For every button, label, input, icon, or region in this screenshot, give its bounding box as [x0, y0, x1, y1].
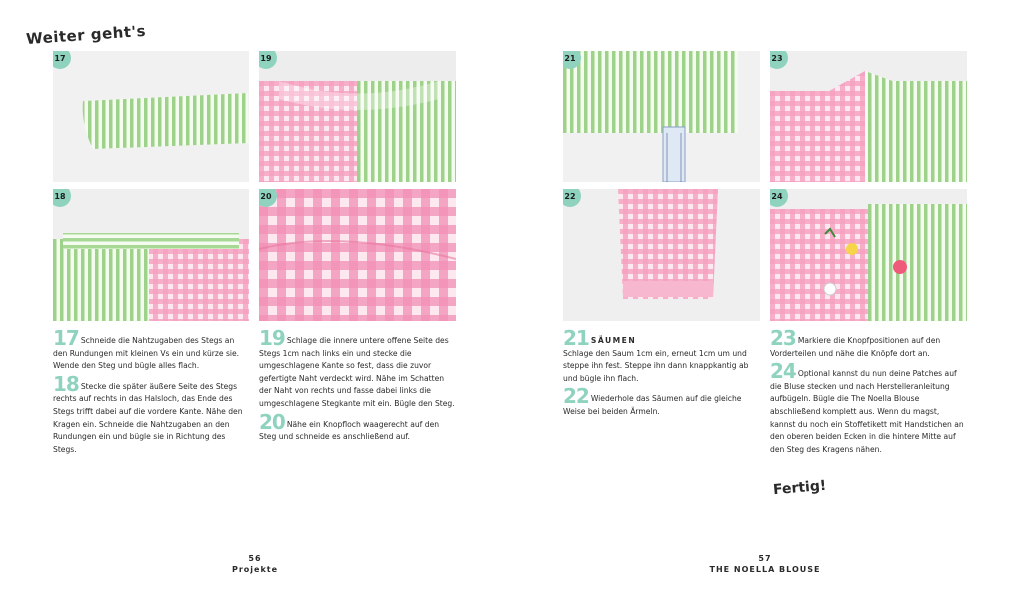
step-badge: 22	[563, 189, 581, 207]
step-badge: 24	[770, 189, 788, 207]
footer-right	[695, 553, 835, 575]
step-19-text: 19 Schlage die innere untere offene Seite des Stegs 1cm nach links ein und stecke die umgeschlagene Kante so fest, dass die zuvor gefertigte Naht verdeckt wird. Nähe im Schatten der Naht von rechts und fasse dabei links die umgeschlagene Stegkante mit ein. Bügle den Steg.	[259, 326, 455, 408]
step-17-text: 17 Schneide die Nahtzugaben des Stegs an den Rundungen mit kleinen Vs ein und kürze sie. Wende den Steg und bügle alles flach.	[53, 326, 240, 371]
text-column-right-1	[563, 326, 760, 422]
step-20-photo	[259, 189, 456, 321]
step-24-text: 24 Optional kannst du nun deine Patches auf die Bluse stecken und nach Herstelleranleitung aufbügeln. Bügle die The Noella Blouse abschließend komplett aus. Wenn du magst, kannst du noch ein Stoffetikett mit Handstichen an den oberen beiden Ecken in die hintere Mitte auf den Steg des Kragens nähen.	[770, 359, 964, 454]
step-22-text: 22 Wiederhole das Säumen auf die gleiche Weise bei beiden Ärmeln.	[563, 384, 742, 416]
text-column-right-2	[770, 326, 967, 459]
step-21-text: 21 SÄUMEN Schlage den Saum 1cm ein, erneut 1cm um und steppe ihn fest. Steppe ihn dann knappkantig ab und bügle ihn flach.	[563, 326, 749, 383]
step-badge: 17	[53, 51, 71, 69]
step-17-photo	[53, 51, 249, 182]
section-label-right: THE NOELLA BLOUSE	[709, 565, 821, 574]
step-badge: 23	[770, 51, 788, 69]
step-24-photo	[770, 189, 967, 321]
step-badge: 20	[259, 189, 277, 207]
text-column-left-2	[259, 326, 456, 447]
step-23-text: 23 Markiere die Knopfpositionen auf den Vorderteilen und nähe die Knöpfe dort an.	[770, 326, 941, 358]
step-badge: 21	[563, 51, 581, 69]
page-number-right: 57	[758, 554, 772, 563]
step-21-heading: SÄUMEN	[590, 336, 637, 345]
step-badge: 18	[53, 189, 71, 207]
step-18-photo	[53, 189, 249, 321]
step-22-photo	[563, 189, 760, 321]
step-19-photo	[259, 51, 456, 182]
footer-left	[225, 553, 285, 575]
page-number-left: 56	[248, 554, 262, 563]
step-18-text: 18 Stecke die später äußere Seite des Stegs rechts auf rechts in das Halsloch, das Ende des Stegs trifft dabei auf die vordere Kante. Nähe den Kragen ein. Schneide die Nahtzugaben an den Rundungen ein und bügle sie in Richtung des Stegs.	[53, 371, 243, 454]
step-20-text: 20 Nähe ein Knopfloch waagerecht auf den Steg und schneide es anschließend auf.	[259, 409, 440, 442]
section-label-left: Projekte	[231, 565, 279, 574]
closing-text: Fertig!	[772, 477, 827, 499]
step-21-photo	[563, 51, 760, 182]
step-badge: 19	[259, 51, 277, 69]
step-23-photo	[770, 51, 967, 182]
text-column-left-1	[53, 326, 249, 459]
page-header-title: Weiter geht's	[25, 21, 147, 49]
